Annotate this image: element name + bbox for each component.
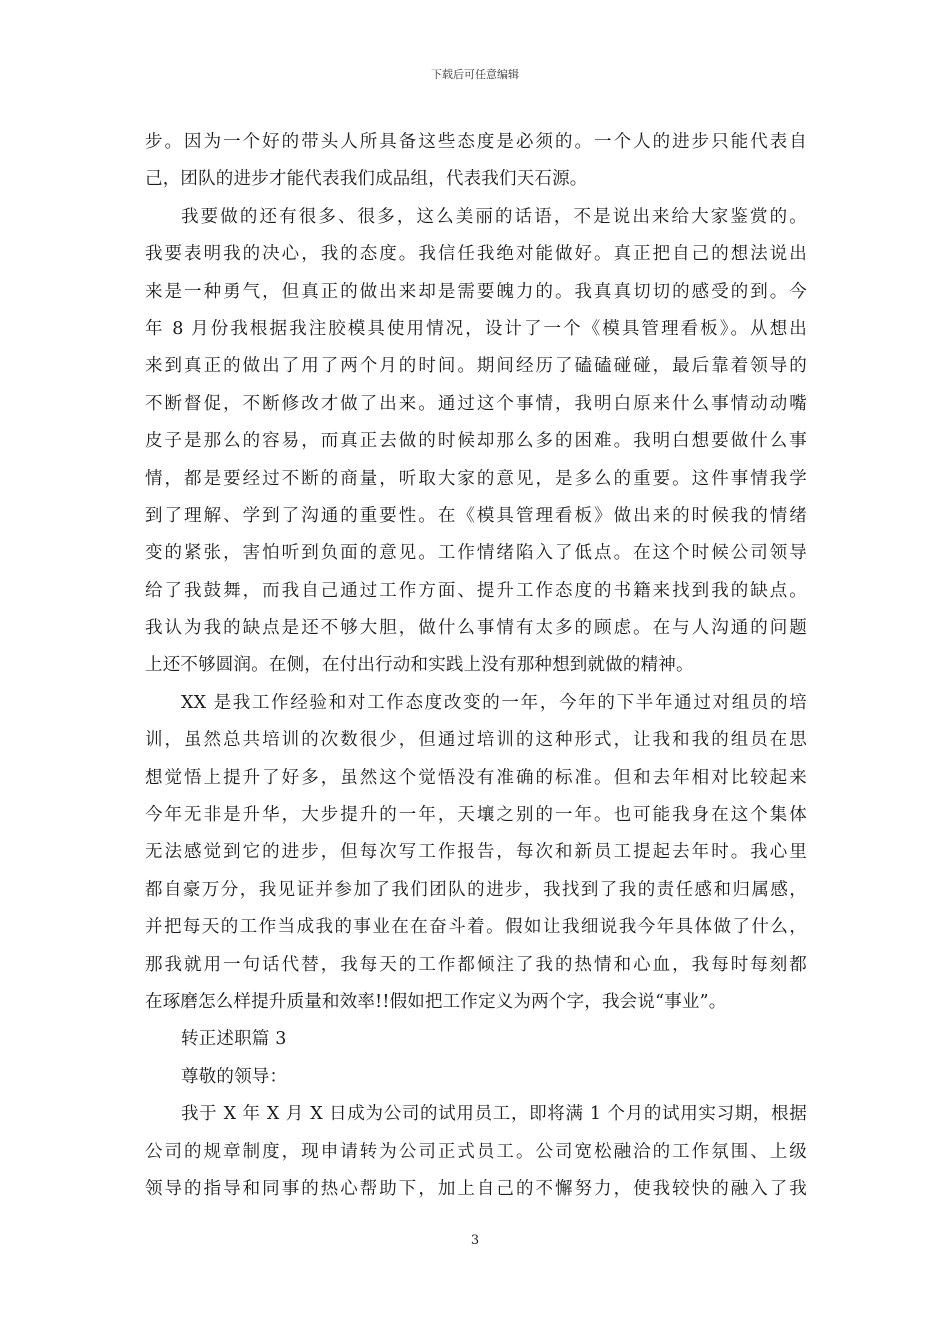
text-line: XX 是我工作经验和对工作态度改变的一年，今年的下半年通过对组员的培: [181, 692, 807, 713]
text-line: 我认为我的缺点是还不够大胆，做什么事情有太多的顾虑。在与人沟通的问题: [145, 618, 807, 639]
text-line: 上还不够圆润。在侧，在付出行动和实践上没有那种想到就做的精神。: [145, 655, 694, 676]
text-line: 那我就用一句话代替，我每天的工作都倾注了我的热情和心血，我每时每刻都: [145, 954, 807, 975]
text-line: 步。因为一个好的带头人所具备这些态度是必须的。一个人的进步只能代表自: [145, 132, 807, 152]
text-line: 想觉悟上提升了好多，虽然这个觉悟没有准确的标准。但和去年相对比较起来: [145, 767, 807, 788]
document-body: [145, 124, 807, 1208]
text-line: 我要做的还有很多、很多，这么美丽的话语，不是说出来给大家鉴赏的。: [181, 206, 807, 227]
text-line: 给了我鼓舞，而我自己通过工作方面、提升工作态度的书籍来找到我的缺点。: [145, 580, 807, 601]
text-line: 今年无非是升华，大步提升的一年，天壤之别的一年。也可能我身在这个集体: [145, 805, 807, 826]
text-line: 公司的规章制度，现申请转为公司正式员工。公司宽松融洽的工作氛围、上级: [145, 1141, 807, 1162]
text-line: 尊敬的领导：: [181, 1066, 288, 1087]
text-line: 变的紧张，害怕听到负面的意见。工作情绪陷入了低点。在这个时候公司领导: [145, 543, 807, 564]
text-line: 己，团队的进步才能代表我们成品组，代表我们天石源。: [145, 169, 588, 190]
page-number: 3: [470, 1233, 480, 1248]
page-header: 下载后可任意编辑: [431, 68, 519, 81]
text-line: 年 8 月份我根据我注胶模具使用情况，设计了一个《模具管理看板》。从想出: [145, 318, 807, 339]
text-line: 来到真正的做出了用了两个月的时间。期间经历了磕磕碰碰，最后靠着领导的: [145, 356, 807, 377]
text-line: 我于 X 年 X 月 X 日成为公司的试用员工，即将满 1 个月的试用实习期，根据: [181, 1104, 807, 1125]
text-line: 训，虽然总共培训的次数很少，但通过培训的这种形式，让我和我的组员在思: [145, 730, 807, 751]
text-line: 皮子是那么的容易，而真正去做的时候却那么多的困难。我明白想要做什么事: [145, 431, 807, 452]
text-line: 我要表明我的决心，我的态度。我信任我绝对能做好。真正把自己的想法说出: [145, 244, 807, 265]
text-line: 来是一种勇气，但真正的做出来却是需要魄力的。我真真切切的感受的到。今: [145, 281, 807, 302]
text-line: 在琢磨怎么样提升质量和效率!!假如把工作定义为两个字，我会说“事业”。: [145, 991, 727, 1012]
text-line: 不断督促，不断修改才做了出来。通过这个事情，我明白原来什么事情动动嘴: [145, 393, 807, 414]
text-line: 无法感觉到它的进步，但每次写工作报告，每次和新员工提起去年时。我心里: [145, 842, 807, 863]
text-line: 情，都是要经过不断的商量，听取大家的意见，是多么的重要。这件事情我学: [145, 468, 807, 489]
text-line: 到了理解、学到了沟通的重要性。在《模具管理看板》做出来的时候我的情绪: [145, 505, 807, 526]
text-line: 并把每天的工作当成我的事业在在奋斗着。假如让我细说我今年具体做了什么，: [145, 917, 807, 938]
text-line: 都自豪万分，我见证并参加了我们团队的进步，我找到了我的责任感和归属感，: [145, 879, 807, 900]
text-line: 转正述职篇 3: [181, 1029, 287, 1050]
text-line: 领导的指导和同事的热心帮助下，加上自己的不懈努力，使我较快的融入了我: [145, 1178, 807, 1199]
